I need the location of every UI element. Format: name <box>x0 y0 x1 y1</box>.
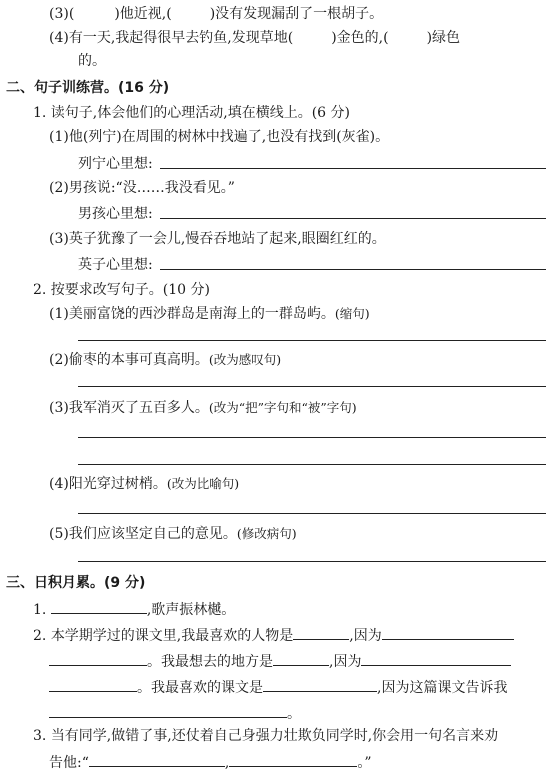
q1-item-1-label: 列宁心里想: <box>78 156 153 172</box>
item-number: (2) <box>49 180 69 196</box>
item-requirement: (修改病句) <box>236 526 297 541</box>
item-text: 他(列宁)在周围的树林中找遍了,也没有找到(灰雀)。 <box>68 129 390 145</box>
blank-3[interactable] <box>293 27 331 42</box>
item-number: (2) <box>49 352 69 368</box>
blank-fill-9[interactable] <box>49 702 287 718</box>
item-number: 2. <box>33 628 47 644</box>
question-text: )绿色 <box>426 30 461 46</box>
answer-line[interactable] <box>78 340 546 341</box>
item-text: ,因为这篇课文告诉我 <box>377 680 508 696</box>
blank-fill-11[interactable] <box>229 751 357 767</box>
item-text: 美丽富饶的西沙群岛是南海上的一群岛屿。 <box>68 306 335 322</box>
item-text: 英子犹豫了一会儿,慢吞吞地站了起来,眼圈红红的。 <box>68 231 386 247</box>
answer-line[interactable] <box>78 561 546 562</box>
item-number: (4) <box>49 30 69 46</box>
section-2-title: 二、句子训练营。(16 分) <box>6 80 170 96</box>
item-text: 。我最想去的地方是 <box>147 654 273 670</box>
question-text: )没有发现漏刮了一根胡子。 <box>209 6 384 22</box>
question-4-line <box>49 27 460 47</box>
q2-item-2 <box>49 350 281 370</box>
item-text: 男孩说:“没……我没看见。” <box>68 180 235 196</box>
item-number: (5) <box>49 526 69 542</box>
q1-item-2-label: 男孩心里想: <box>78 206 153 222</box>
answer-line[interactable] <box>78 386 546 387</box>
blank-2[interactable] <box>172 3 210 18</box>
item-number: (3) <box>49 6 69 22</box>
punct: , <box>224 755 230 771</box>
item-text: 告他:“ <box>49 755 89 771</box>
item-number: (3) <box>49 400 69 416</box>
item-requirement: (改为感叹句) <box>208 352 282 367</box>
item-text: 。” <box>357 755 372 771</box>
question-text: )他近视,( <box>114 6 172 22</box>
q1-item-2 <box>49 178 235 198</box>
blank-fill-6[interactable] <box>361 650 511 666</box>
q1-item-3-label: 英子心里想: <box>78 257 153 273</box>
item-text: ,歌声振林樾。 <box>146 602 236 618</box>
s3-q2-line-4 <box>49 702 301 722</box>
item-text: 。 <box>287 706 301 722</box>
section-3-title: 三、日积月累。(9 分) <box>6 575 146 591</box>
s3-q3-line-1 <box>33 726 498 746</box>
item-text: 阳光穿过树梢。 <box>68 476 167 492</box>
blank-fill-5[interactable] <box>273 650 329 666</box>
item-requirement: (改为“把”字句和“被”字句) <box>208 400 357 415</box>
s3-q3-line-2 <box>49 751 372 771</box>
question-text: ( <box>68 6 75 22</box>
q2-item-4 <box>49 474 239 494</box>
answer-line[interactable] <box>78 513 546 514</box>
item-text: 当有同学,做错了事,还仗着自己身强力壮欺负同学时,你会用一句名言来劝 <box>50 728 499 744</box>
q1-prompt: 1. 读句子,体会他们的心理活动,填在横线上。(6 分) <box>33 105 350 121</box>
answer-line[interactable] <box>160 218 546 219</box>
s3-q2-line-1 <box>33 624 514 644</box>
answer-line[interactable] <box>78 464 546 465</box>
q2-item-1 <box>49 304 370 324</box>
item-text: 我军消灭了五百多人。 <box>68 400 209 416</box>
item-text: 偷枣的本事可真高明。 <box>68 352 209 368</box>
blank-fill-3[interactable] <box>382 624 514 640</box>
answer-line[interactable] <box>78 437 546 438</box>
item-number: (3) <box>49 231 69 247</box>
item-number: 1. <box>33 602 47 618</box>
item-text: 我们应该坚定自己的意见。 <box>68 526 237 542</box>
question-4-continuation: 的。 <box>78 53 106 69</box>
item-requirement: (缩句) <box>334 306 370 321</box>
item-text: 本学期学过的课文里,我最喜欢的人物是 <box>50 628 294 644</box>
q1-item-3 <box>49 229 386 249</box>
blank-fill-2[interactable] <box>293 624 349 640</box>
item-number: (1) <box>49 129 69 145</box>
item-number: 3. <box>33 728 47 744</box>
answer-line[interactable] <box>160 168 546 169</box>
s3-q2-line-3 <box>49 676 507 696</box>
item-requirement: (改为比喻句) <box>166 476 240 491</box>
blank-fill-8[interactable] <box>263 676 377 692</box>
blank-fill-7[interactable] <box>49 676 137 692</box>
question-3-line <box>49 3 383 23</box>
blank-1[interactable] <box>74 3 114 18</box>
q2-prompt: 2. 按要求改写句子。(10 分) <box>33 282 210 298</box>
s3-q2-line-2 <box>49 650 511 670</box>
blank-4[interactable] <box>389 27 427 42</box>
item-number: (4) <box>49 476 69 492</box>
item-number: (1) <box>49 306 69 322</box>
q1-item-1 <box>49 127 389 147</box>
answer-line[interactable] <box>160 269 546 270</box>
q2-item-3 <box>49 398 357 418</box>
blank-fill-1[interactable] <box>51 598 147 614</box>
item-text: 。我最喜欢的课文是 <box>137 680 263 696</box>
blank-fill-10[interactable] <box>89 751 225 767</box>
s3-q1 <box>33 598 235 618</box>
item-text: ,因为 <box>349 628 382 644</box>
blank-fill-4[interactable] <box>49 650 147 666</box>
question-text: )金色的,( <box>331 30 389 46</box>
q2-item-5 <box>49 524 297 544</box>
item-text: ,因为 <box>329 654 362 670</box>
question-text: 有一天,我起得很早去钓鱼,发现草地( <box>68 30 294 46</box>
